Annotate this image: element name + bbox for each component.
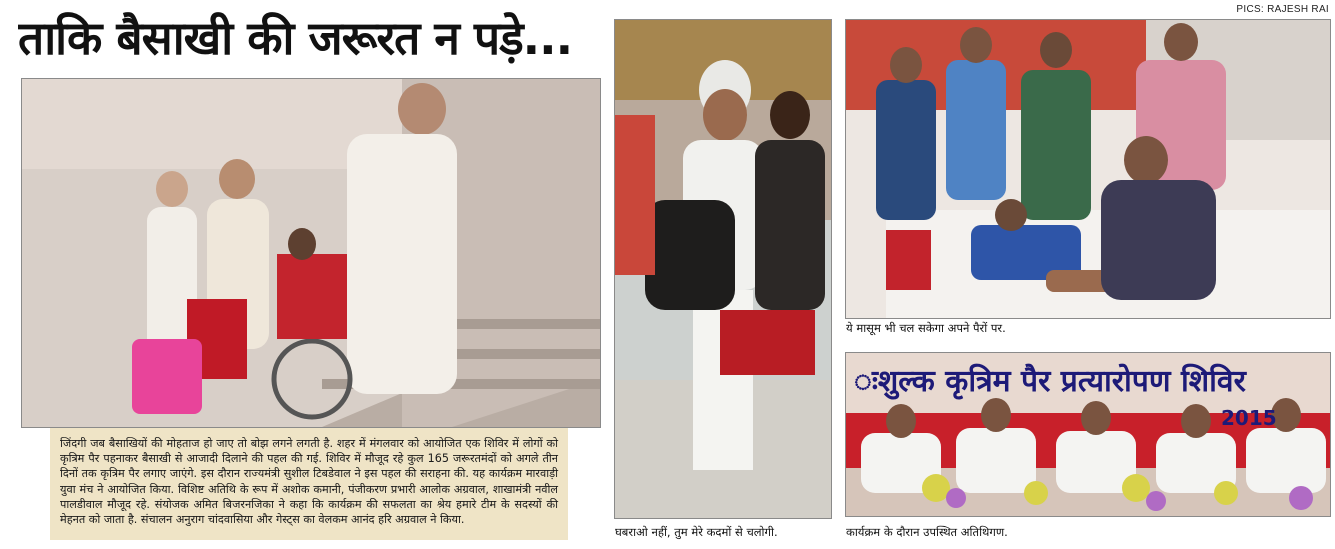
photo-credit: PICS: RAJESH RAI: [1236, 4, 1329, 15]
photo-stairs-wheelchair: [21, 78, 601, 428]
main-caption: जिंदगी जब बैसाखियों की मोहताज हो जाए तो बोझ लगने लगती है. शहर में मंगलवार को आयोजित एक शिविर में लोगों को कृत्रिम पैर पहनाकर बैसाखी से आजादी दिलाने की पहल की गई. शिविर में मौजूद रहे कुल 165 जरूरतमंदों को अगले तीन दिनों तक कृत्रिम पैर लगाए जाएंगे. इस दौरान राज्यमंत्री सुशील टिबडेवाल ने इस पहल की सराहना की. यह कार्यक्रम मारवाड़ी युवा मंच ने आयोजित किया. विशिष्ट अतिथि के रूप में अशोक कमानी, पंजीकरण प्रभारी आलोक अग्रवाल, शाखामंत्री नवील पालडीवाल मौजूद रहे. संयोजक अमित बिजरनजिका ने कहा कि कार्यक्रम की सफलता का श्रेय हमारे टीम के सदस्यों की मेहनत को जाता है. संचालन अनुराग चांदवासिया और गेस्ट्स का वेलकम आनंद हरि अग्रवाल ने किया.: [50, 428, 568, 540]
caption-medical: ये मासूम भी चल सकेगा अपने पैरों पर.: [846, 321, 1006, 335]
photo-medical-fitting: [845, 19, 1331, 319]
photo-women: [614, 19, 832, 519]
banner-date: 2015: [1221, 406, 1277, 430]
caption-guests: कार्यक्रम के दौरान उपस्थित अतिथिगण.: [846, 525, 1008, 539]
banner-text: ःशुल्क कृत्रिम पैर प्रत्यारोपण शिविर: [854, 364, 1246, 399]
photo-guests-stage: [845, 352, 1331, 517]
headline: ताकि बैसाखी की जरूरत न पड़े...: [18, 11, 573, 65]
caption-women: घबराओ नहीं, तुम मेरे कदमों से चलोगी.: [615, 525, 778, 539]
